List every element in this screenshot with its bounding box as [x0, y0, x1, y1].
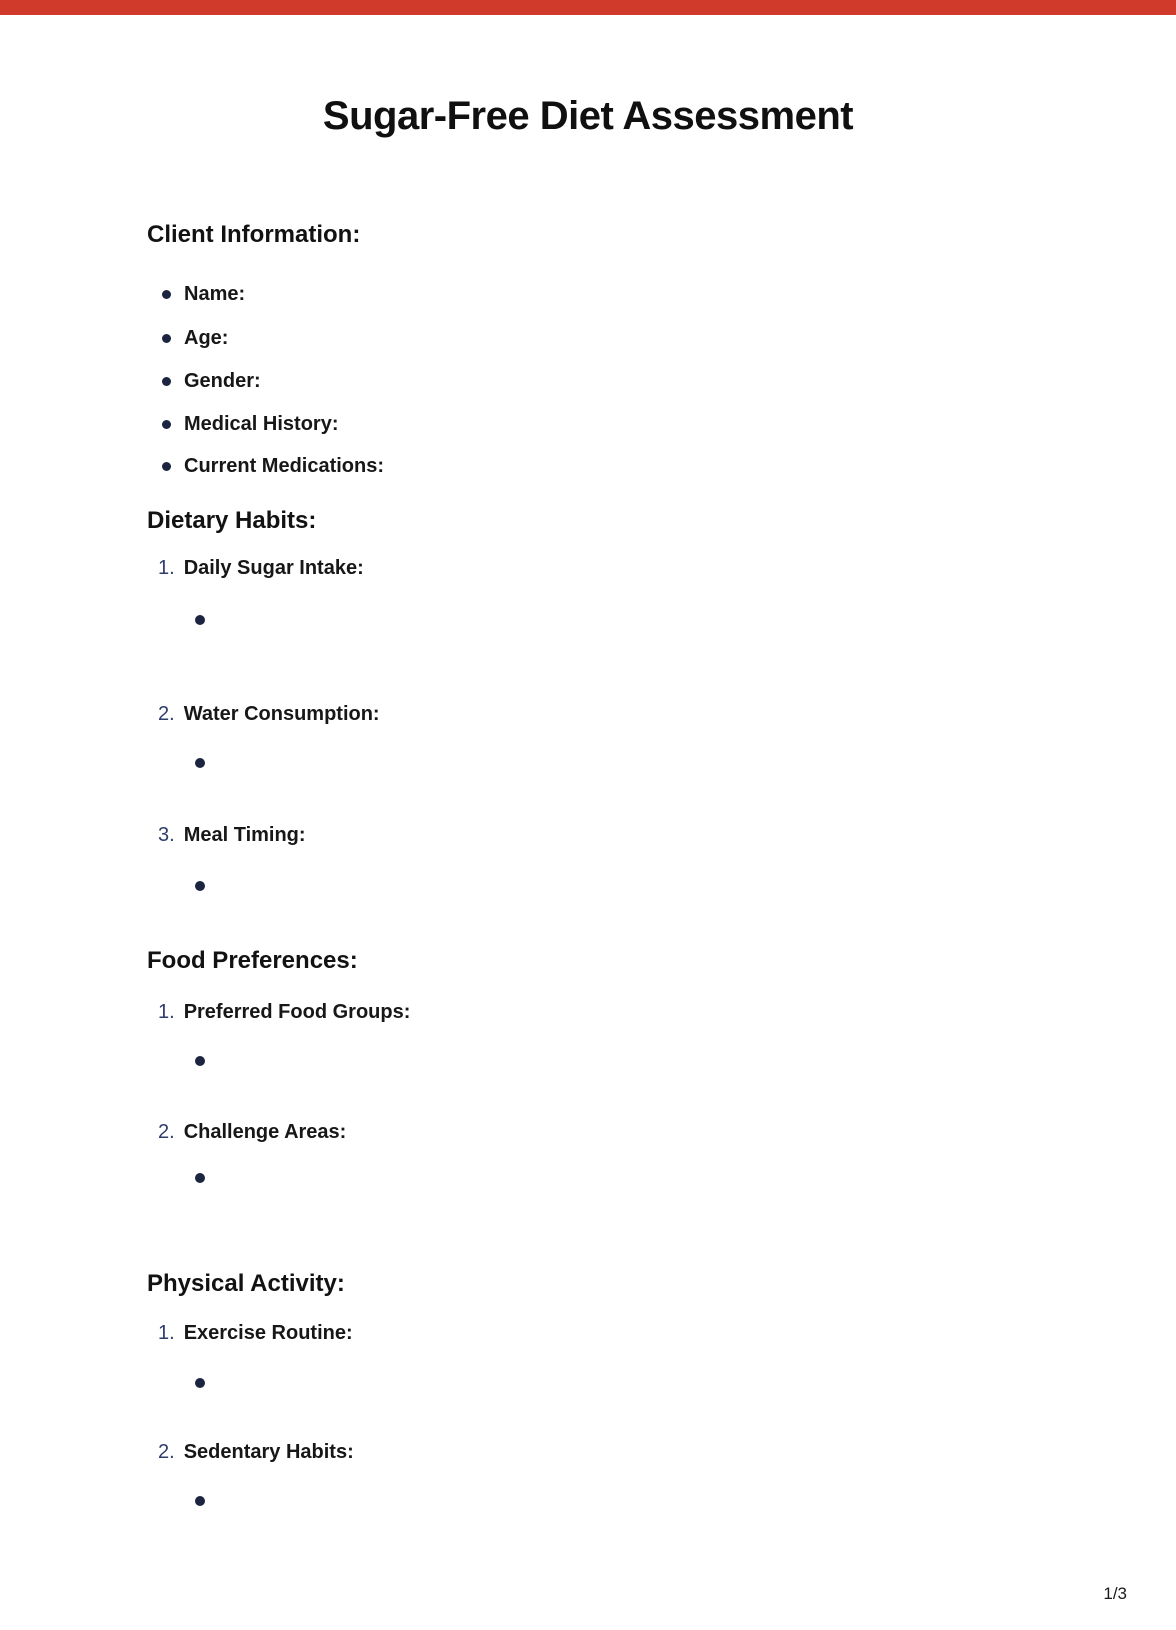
- section-heading-physical-activity: Physical Activity:: [147, 1270, 345, 1297]
- item-number: 2.: [158, 703, 175, 725]
- field-label-sedentary-habits: Sedentary Habits:: [183, 1441, 354, 1463]
- list-item: [162, 328, 228, 348]
- field-label-medical-history: Medical History:: [184, 413, 339, 435]
- item-number: 3.: [158, 824, 175, 846]
- list-item: [162, 284, 245, 304]
- bullet-icon: [162, 290, 171, 299]
- top-accent-bar: [0, 0, 1176, 15]
- field-label-age: Age:: [184, 327, 229, 349]
- bullet-icon: [162, 420, 171, 429]
- field-label-daily-sugar-intake: Daily Sugar Intake:: [183, 557, 364, 579]
- item-number: 2.: [158, 1441, 175, 1463]
- section-heading-dietary-habits: Dietary Habits:: [147, 507, 317, 534]
- empty-bullet-icon: [195, 1173, 205, 1183]
- section-heading-client-information: Client Information:: [147, 221, 361, 248]
- bullet-icon: [162, 462, 171, 471]
- empty-bullet-icon: [195, 881, 205, 891]
- empty-bullet-icon: [195, 1496, 205, 1506]
- numbered-item: [158, 1002, 410, 1022]
- list-item: [162, 456, 384, 476]
- bullet-icon: [162, 334, 171, 343]
- empty-bullet-icon: [195, 1056, 205, 1066]
- field-label-current-medications: Current Medications:: [184, 455, 385, 477]
- numbered-item: [158, 1323, 353, 1343]
- numbered-item: [158, 1442, 354, 1462]
- field-label-challenge-areas: Challenge Areas:: [183, 1121, 347, 1143]
- field-label-preferred-food-groups: Preferred Food Groups:: [183, 1001, 411, 1023]
- field-label-gender: Gender:: [184, 370, 261, 392]
- empty-bullet-icon: [195, 758, 205, 768]
- document-title: Sugar-Free Diet Assessment: [322, 94, 854, 138]
- empty-bullet-icon: [195, 615, 205, 625]
- item-number: 2.: [158, 1121, 175, 1143]
- bullet-icon: [162, 377, 171, 386]
- field-label-exercise-routine: Exercise Routine:: [183, 1322, 353, 1344]
- list-item: [162, 371, 261, 391]
- item-number: 1.: [158, 1322, 175, 1344]
- page-number: 1/3: [1103, 1584, 1127, 1603]
- field-label-water-consumption: Water Consumption:: [183, 703, 380, 725]
- empty-bullet-icon: [195, 1378, 205, 1388]
- numbered-item: [158, 825, 306, 845]
- section-heading-food-preferences: Food Preferences:: [147, 947, 358, 974]
- item-number: 1.: [158, 1001, 175, 1023]
- item-number: 1.: [158, 557, 175, 579]
- numbered-item: [158, 1122, 346, 1142]
- field-label-name: Name:: [184, 283, 246, 305]
- field-label-meal-timing: Meal Timing:: [183, 824, 306, 846]
- numbered-item: [158, 558, 364, 578]
- list-item: [162, 414, 338, 434]
- numbered-item: [158, 704, 380, 724]
